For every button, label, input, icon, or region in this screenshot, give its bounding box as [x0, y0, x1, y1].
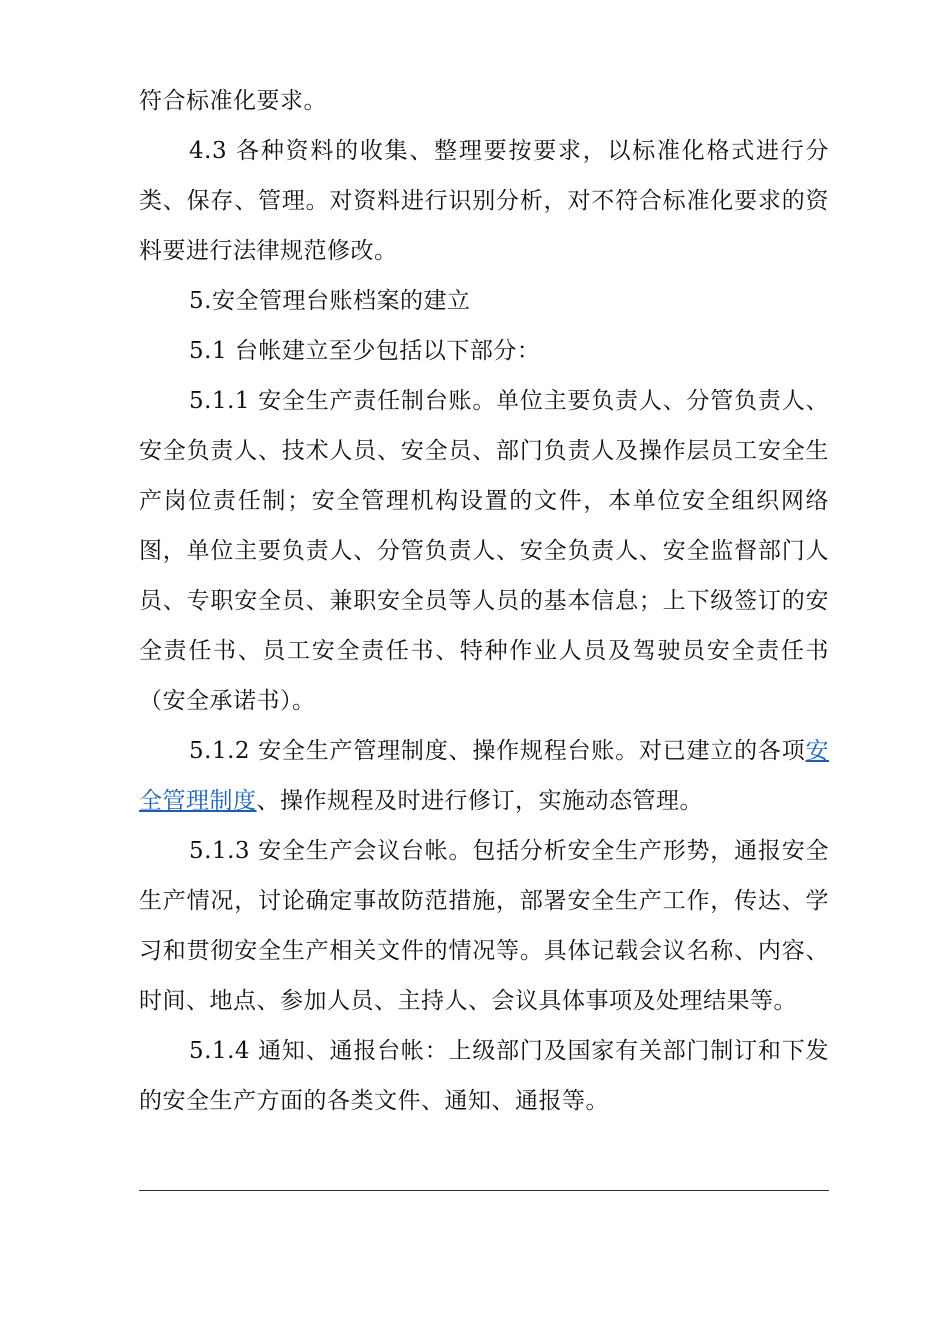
paragraph-5-1-1: 5.1.1 安全生产责任制台账。单位主要负责人、分管负责人、安全负责人、技术人员、安全员、部门负责人及操作层员工安全生产岗位责任制；安全管理机构设置的文件，本单位安全组织网络图，单位主要负责人、分管负责人、安全负责人、安全监督部门人员、专职安全员、兼职安全员等人员的基本信息；上下级签订的安全责任书、员工安全责任书、特种作业人员及驾驶员安全责任书（安全承诺书）。	[139, 388, 829, 714]
paragraph-4-3: 4.3 各种资料的收集、整理要按要求，以标准化格式进行分类、保存、管理。对资料进行识别分析，对不符合标准化要求的资料要进行法律规范修改。	[139, 138, 829, 264]
paragraph-5-1-3: 5.1.3 安全生产会议台帐。包括分析安全生产形势，通报安全生产情况，讨论确定事故防范措施，部署安全生产工作，传达、学习和贯彻安全生产相关文件的情况等。具体记载会议名称、内容、时间、地点、参加人员、主持人、会议具体事项及处理结果等。	[139, 838, 829, 1014]
section-heading-5: 5.安全管理台账档案的建立	[189, 288, 471, 314]
paragraph-5-1-2-text-after: 、操作规程及时进行修订，实施动态管理。	[256, 788, 703, 814]
paragraph-5-1-2-text-before: 5.1.2 安全生产管理制度、操作规程台账。对已建立的各项	[189, 738, 806, 764]
paragraph-5-1-2	[139, 726, 829, 826]
paragraph-continuation: 符合标准化要求。	[139, 88, 327, 114]
paragraph-5-1: 5.1 台帐建立至少包括以下部分：	[189, 338, 541, 364]
paragraph-5-1-4: 5.1.4 通知、通报台帐：上级部门及国家有关部门制订和下发的安全生产方面的各类文件、通知、通报等。	[139, 1038, 829, 1114]
document-body	[139, 76, 829, 1126]
footer-divider	[139, 1190, 829, 1191]
safety-management-system-link[interactable]: 安全管理制度	[139, 738, 829, 814]
